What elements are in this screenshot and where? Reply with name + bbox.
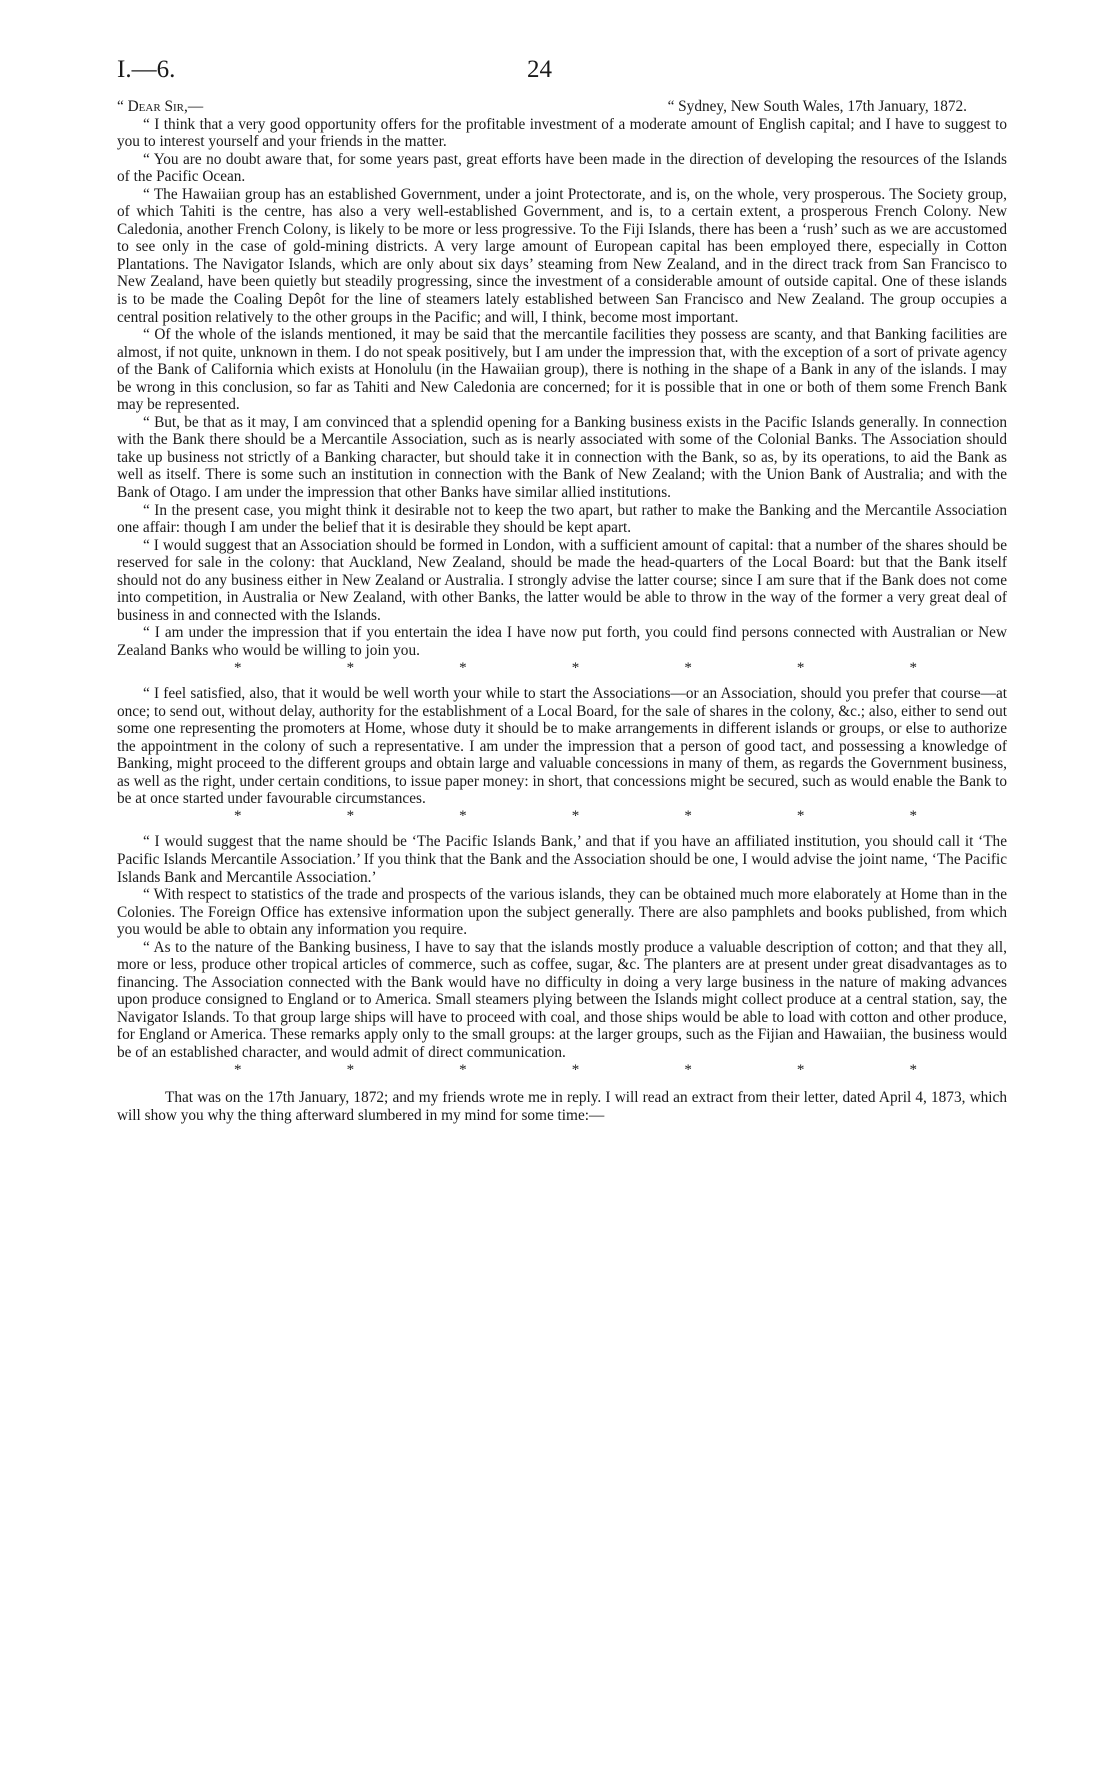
paragraph: “ I am under the impression that if you entertain the idea I have now put forth, you could find persons connected with Australian or New Zealand Banks who would be willing to join you. <box>117 624 1007 659</box>
star: * <box>459 1061 467 1078</box>
page-header <box>117 56 1007 98</box>
star: * <box>234 1061 242 1078</box>
paragraph: “ I feel satisfied, also, that it would be well worth your while to start the Associations—or an Association, should you prefer that course—at once; to send out, without delay, authority for the establishment of a Local Board, for the sale of shares in the colony, &c.; also, either to send out some one representing the promoters at Home, whose duty it should be to make arrangements in different islands or groups, or else to authorize the appointment in the colony of such a representative. I am under the impression that a person of good tact, and possessing a knowledge of Banking, might proceed to the different groups and obtain large and valuable concessions in many of them, as regards the Government business, as well as the right, under certain conditions, to issue paper money: in short, that concessions might be secured, such as would enable the Bank to be at once started under favourable circumstances. <box>117 685 1007 808</box>
paragraph: “ I would suggest that the name should be ‘The Pacific Islands Bank,’ and that if you have an affiliated institution, you should call it ‘The Pacific Islands Mercantile Association.’ If you think that the Bank and the Association should be one, I would advise the joint name, ‘The Pacific Islands Bank and Mercantile Association.’ <box>117 833 1007 886</box>
letter-heading <box>117 98 1007 116</box>
page-number: 24 <box>527 56 552 83</box>
paragraph: “ I would suggest that an Association should be formed in London, with a sufficient amount of capital: that a number of the shares should be reserved for sale in the colony: that Auckland, New Zealand, should be made the head-quarters of the Local Board: but that the Bank itself should not do any business either in New Zealand or Australia. I strongly advise the latter course; since I am sure that if the Bank does not come into competition, in Australia or New Zealand, with other Banks, the latter would be able to throw in the way of the former a very great deal of business in and connected with the Islands. <box>117 536 1007 624</box>
omission-stars <box>117 808 1007 826</box>
letter-body-part-2 <box>117 685 1007 808</box>
star: * <box>909 1061 917 1078</box>
star: * <box>234 659 242 676</box>
paper-reference: I.—6. <box>117 56 176 83</box>
paragraph: “ Of the whole of the islands mentioned, it may be said that the mercantile facilities they possess are scanty, and that Banking facilities are almost, if not quite, unknown in them. I do not speak positively, but I am under the impression that, with the exception of a sort of private agency of the Bank of California which exists at Honolulu (in the Hawaiian group), there is nothing in the shape of a Bank in any of the islands. I may be wrong in this conclusion, so far as Tahiti and New Caledonia are concerned; for it is possible that in one or both of them some French Bank may be represented. <box>117 326 1007 414</box>
star: * <box>796 1061 805 1078</box>
paragraph: “ In the present case, you might think it desirable not to keep the two apart, but rather to make the Banking and the Mercantile Association one affair: though I am under the belief that it is desirable they should be kept apart. <box>117 501 1007 537</box>
star: * <box>684 807 692 824</box>
star: * <box>346 807 355 824</box>
star: * <box>459 659 467 676</box>
star: * <box>796 807 805 824</box>
paragraph: “ I think that a very good opportunity offers for the profitable investment of a moderate amount of English capital; and I have to suggest to you to interest yourself and your friends in the matter. <box>117 115 1007 151</box>
closing-remarks <box>117 1089 1007 1124</box>
paragraph: “ As to the nature of the Banking business, I have to say that the islands mostly produce a valuable description of cotton; and that they all, more or less, produce other tropical articles of commerce, such as coffee, sugar, &c. The planters are at present under great disadvantages as to financing. The Association connected with the Bank would have no difficulty in doing a very large business in the nature of making advances upon produce consigned to England or to America. Small steamers plying between the Islands might collect produce at a central station, say, the Navigator Islands. To that group large ships will have to proceed with coal, and those ships would be able to load with cotton and other produce, for England or America. These remarks apply only to the small groups: at the larger groups, such as the Fijian and Hawaiian, the business would be of an established character, and would admit of direct communication. <box>117 938 1007 1061</box>
paragraph: “ But, be that as it may, I am convinced that a splendid opening for a Banking business exists in the Pacific Islands generally. In connection with the Bank there should be a Mercantile Association, such as is nearly associated with some of the Colonial Banks. The Association should take up business not strictly of a Banking character, but should take it in connection with the Bank, so as, by its operations, to aid the Bank as well as itself. There is some such an institution in connection with the Bank of New Zealand; with the Union Bank of Australia; and with the Bank of Otago. I am under the impression that other Banks have similar allied institutions. <box>117 413 1007 502</box>
star: * <box>684 1061 692 1078</box>
document-page <box>117 56 1007 1124</box>
closing-paragraph: That was on the 17th January, 1872; and my friends wrote me in reply. I will read an extract from their letter, dated April 4, 1873, which will show you why the thing afterward slumbered in my mind for some time:— <box>117 1089 1007 1124</box>
paragraph: “ With respect to statistics of the trade and prospects of the various islands, they can be obtained much more elaborately at Home than in the Colonies. The Foreign Office has extensive information upon the subject generally. There are also pamphlets and books published, from which you would be able to obtain any information you require. <box>117 886 1007 939</box>
salutation: “ Dear Sir,— <box>117 98 204 115</box>
star: * <box>909 659 917 676</box>
omission-stars <box>117 1062 1007 1080</box>
star: * <box>571 807 580 824</box>
star: * <box>684 659 692 676</box>
paragraph: “ The Hawaiian group has an established Government, under a joint Protectorate, and is, on the whole, very prosperous. The Society group, of which Tahiti is the centre, has also a very well-established Government, and is, to a certain extent, a prosperous French Colony. New Caledonia, another French Colony, is likely to be more or less progressive. To the Fiji Islands, there has been a ‘rush’ such as we are accustomed to see only in the case of gold-mining districts. A very large amount of European capital has been employed there, especially in Cotton Plantations. The Navigator Islands, which are only about six days’ steaming from New Zealand, and in the direct track from San Francisco to New Zealand, have been quietly but steadily progressing, since the investment of a considerable amount of outside capital. One of these islands is to be made the Coaling Depôt for the line of steamers lately established between San Francisco and New Zealand. The group occupies a central position relatively to the other groups in the Pacific; and will, I think, become most important. <box>117 185 1007 326</box>
dateline: “ Sydney, New South Wales, 17th January, 1872. <box>667 98 967 115</box>
star: * <box>571 659 580 676</box>
star: * <box>796 659 805 676</box>
letter-body-part-1 <box>117 116 1007 660</box>
omission-stars <box>117 660 1007 678</box>
letter-body-part-3 <box>117 833 1007 1061</box>
star: * <box>459 807 467 824</box>
star: * <box>234 807 242 824</box>
star: * <box>346 1061 355 1078</box>
star: * <box>909 807 917 824</box>
star: * <box>346 659 355 676</box>
star: * <box>571 1061 580 1078</box>
paragraph: “ You are no doubt aware that, for some years past, great efforts have been made in the direction of developing the resources of the Islands of the Pacific Ocean. <box>117 150 1007 186</box>
